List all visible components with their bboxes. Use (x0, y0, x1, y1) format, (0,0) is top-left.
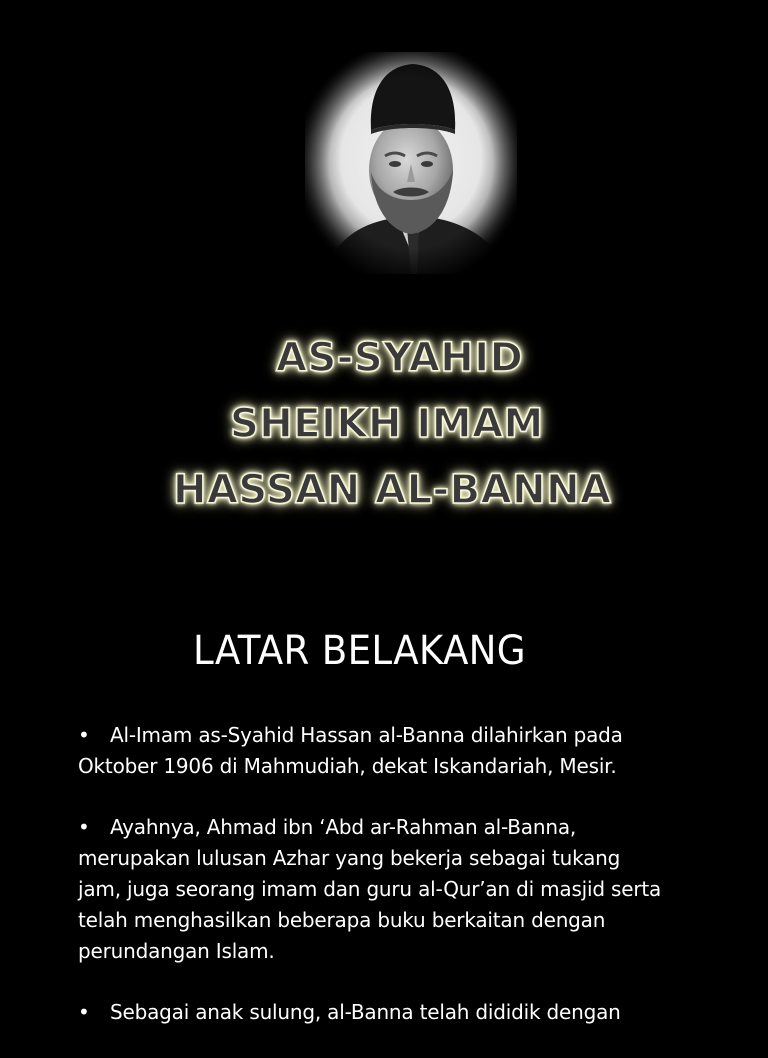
portrait-photo-icon (305, 52, 517, 274)
slide-title (60, 325, 720, 523)
bullet-list (78, 720, 718, 1058)
bullet-text: Ayahnya, Ahmad ibn ‘Abd ar-Rahman al-Banna, merupakan lulusan Azhar yang bekerja sebagai tukang jam, juga seorang imam dan guru al-Qur’an di masjid serta telah menghasilkan beberapa buku berkaitan dengan perundangan Islam. (78, 815, 662, 963)
bullet-item (78, 812, 718, 967)
bullet-marker: • (78, 1000, 90, 1024)
bullet-text: Sebagai anak sulung, al-Banna telah dididik dengan (110, 1000, 621, 1024)
portrait-photo (305, 52, 517, 274)
title-line-1: AS-SYAHID (276, 335, 524, 381)
bullet-marker: • (78, 723, 90, 747)
title-line-3: HASSAN AL-BANNA (173, 467, 612, 513)
section-heading: LATAR BELAKANG (193, 628, 526, 674)
bullet-marker: • (78, 815, 90, 839)
bullet-text: Al-Imam as-Syahid Hassan al-Banna dilahirkan pada Oktober 1906 di Mahmudiah, dekat Iskandariah, Mesir. (78, 723, 623, 778)
bullet-item (78, 997, 718, 1028)
title-line-2: SHEIKH IMAM (230, 401, 544, 447)
bullet-item (78, 720, 718, 782)
